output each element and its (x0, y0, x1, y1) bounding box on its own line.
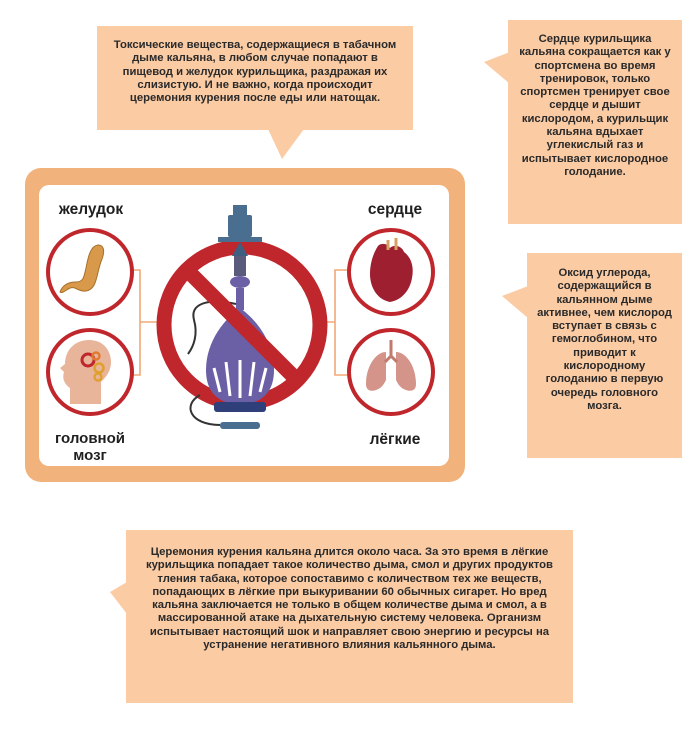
note-lungs-text: Церемония курения кальяна длится около часа. За это время в лёгкие курильщика попадает такое количество дыма, смол и других продуктов тления табака, которое сопоставимо с количеством тех же веществ, попадающих в лёгкие при выкуривании 60 обычных сигарет. Но вред кальяна заключается не только в общем количестве дыма и смол, а в массированной атаке на дыхательную систему человека. Организм испытывает настоящий шок и направляет свою энергию и ресурсы на устранение негативного влияния кальянного дыма. (146, 546, 553, 652)
note-lungs-tail (110, 582, 127, 614)
note-heart-tail (484, 52, 510, 84)
brain-circle (48, 330, 132, 414)
label-lungs: лёгкие (369, 431, 421, 448)
label-brain (40, 430, 140, 464)
no-hookah-sign (164, 205, 320, 429)
note-stomach-text: Токсические вещества, содержащиеся в табачном дыме кальяна, в любом случае попадают в пищевод и желудок курильщика, раздражая их слизистую. И не важно, когда происходит церемония курения после еды или натощак. (113, 39, 397, 105)
note-stomach-tail (268, 129, 304, 159)
stomach-circle (48, 230, 132, 314)
label-brain-text: головной мозг (55, 430, 125, 464)
label-heart: сердце (367, 201, 423, 218)
label-stomach: желудок (58, 201, 124, 218)
heart-circle (349, 230, 433, 314)
lungs-circle (349, 330, 433, 414)
connector-left (128, 270, 160, 375)
note-carbon-text: Оксид углерода, содержащийся в кальянном дыме активнее, чем кислород вступает в связь с гемоглобином, что приводит к кислородному голоданию в первую очередь головного мозга. (537, 267, 672, 412)
note-carbon-tail (502, 286, 528, 318)
note-heart-text: Сердце курильщика кальяна сокращается как у спортсмена во время тренировок, только спортсмен тренирует свое сердце и дышит кислородом, а курильщик кальяна вдыхает углекислый газ и испытывает кислородное голодание. (519, 33, 671, 178)
